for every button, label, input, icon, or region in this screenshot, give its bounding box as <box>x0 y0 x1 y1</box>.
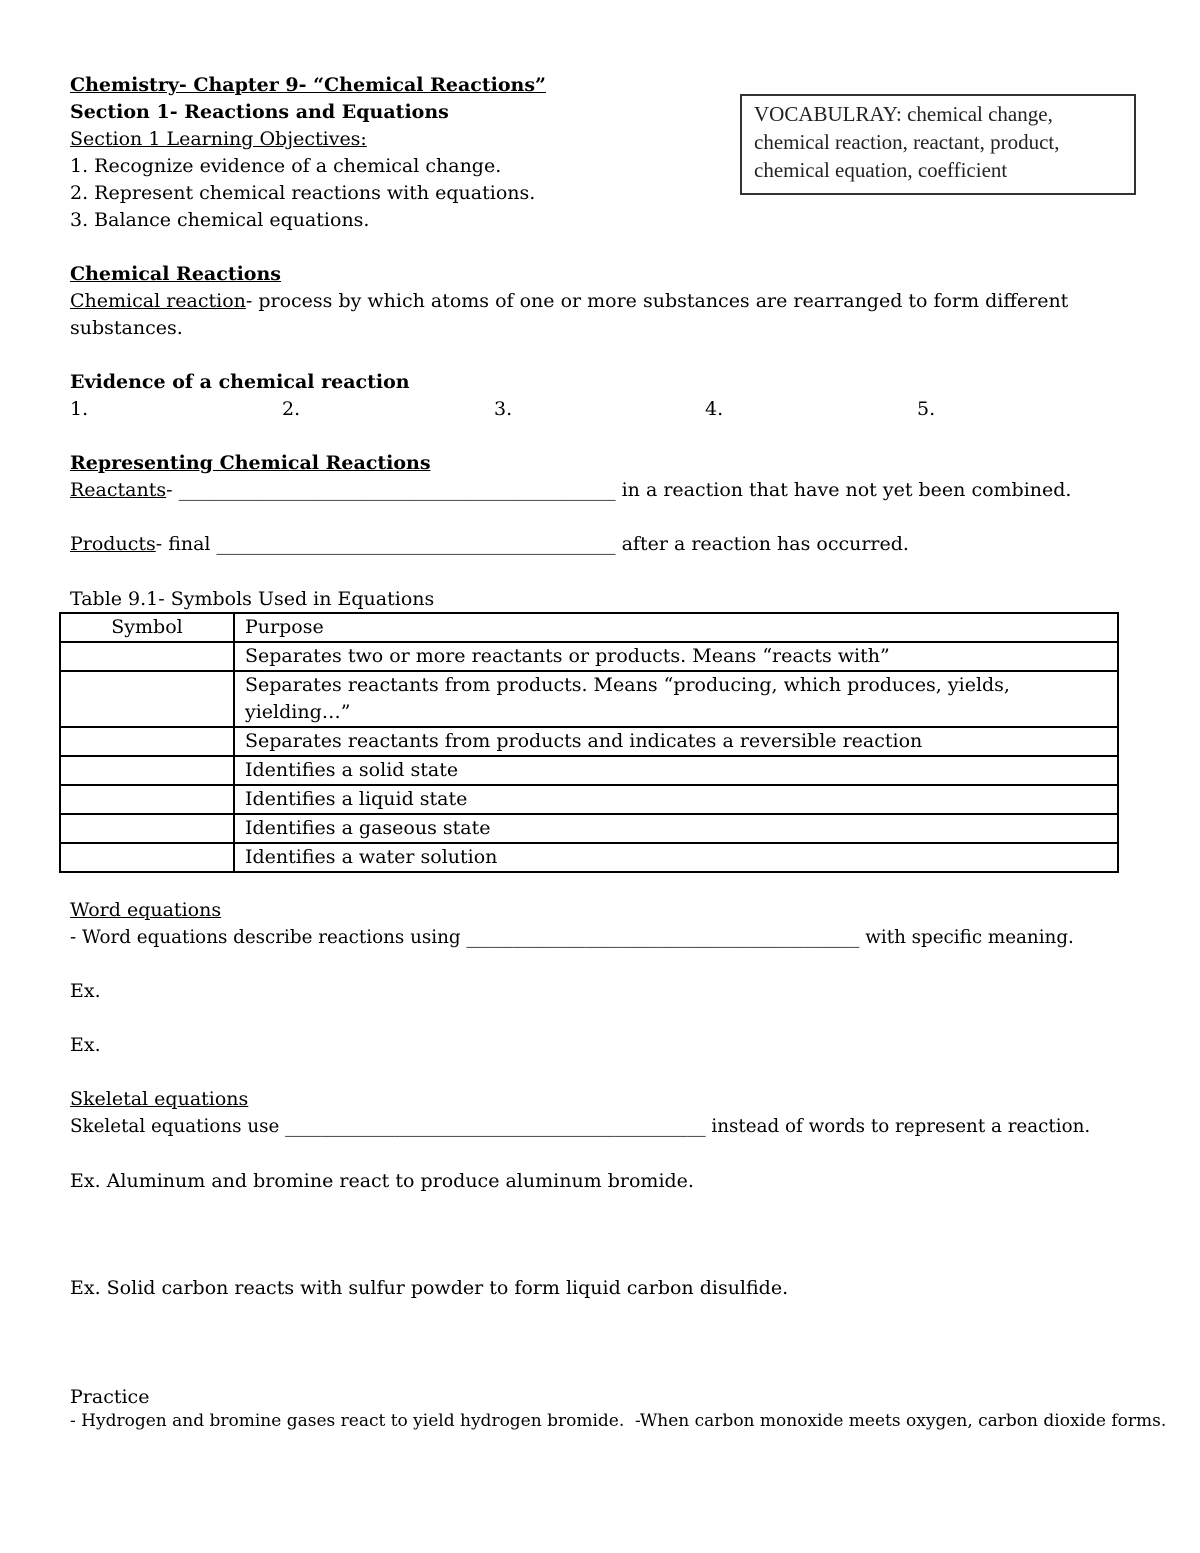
objective-item: 3. Balance chemical equations. <box>70 209 370 231</box>
evidence-heading: Evidence of a chemical reaction <box>70 371 410 393</box>
page-title: Chemistry- Chapter 9- “Chemical Reactions” <box>70 74 546 96</box>
section-title: Section 1- Reactions and Equations <box>70 101 449 123</box>
practice-item: -When carbon monoxide meets oxygen, carbon dioxide forms. <box>635 1411 1167 1431</box>
practice-item: - Hydrogen and bromine gases react to yield hydrogen bromide. <box>70 1411 625 1431</box>
evidence-number: 3. <box>494 398 513 420</box>
purpose-cell: Separates reactants from products and indicates a reversible reaction <box>234 727 1118 756</box>
example-text: Ex. Aluminum and bromine react to produce aluminum bromide. <box>70 1170 694 1192</box>
term: Reactants <box>70 479 167 501</box>
chemical-reactions-heading: Chemical Reactions <box>70 263 281 285</box>
example-label: Ex. <box>70 1034 101 1056</box>
skeletal-equations-text: Skeletal equations use ______________________________________________ instead of words to represent a reaction. <box>70 1116 1091 1137</box>
symbols-table <box>59 612 1119 873</box>
vocabulary-box <box>740 94 1136 195</box>
symbol-cell <box>60 814 234 843</box>
representing-heading: Representing Chemical Reactions <box>70 452 431 474</box>
definition-text: - process by which atoms of one or more substances are rearranged to form different <box>245 290 1069 312</box>
products-line <box>70 531 909 558</box>
purpose-cell: Identifies a gaseous state <box>234 814 1118 843</box>
blank-text: - ______________________________________________ in a reaction that have not yet been combined. <box>166 479 1072 501</box>
term: Products <box>70 533 156 555</box>
table-caption: Table 9.1- Symbols Used in Equations <box>70 588 435 610</box>
purpose-header: Purpose <box>234 613 1118 642</box>
symbol-header: Symbol <box>60 613 234 642</box>
vocab-line: VOCABULRAY: chemical change, <box>754 102 1053 126</box>
word-equations-text: - Word equations describe reactions using ___________________________________________ with specific meaning. <box>70 927 1074 948</box>
evidence-number: 5. <box>917 398 936 420</box>
blank-text: - final __________________________________________ after a reaction has occurred. <box>155 533 909 555</box>
term: Chemical reaction <box>70 290 246 312</box>
objective-item: 2. Represent chemical reactions with equations. <box>70 182 536 204</box>
table-row <box>60 756 1118 785</box>
evidence-number: 1. <box>70 398 89 420</box>
practice-heading: Practice <box>70 1386 150 1408</box>
symbol-cell <box>60 843 234 872</box>
table-row <box>60 642 1118 671</box>
definition-continued: substances. <box>70 317 183 339</box>
purpose-cell: Separates two or more reactants or products. Means “reacts with” <box>234 642 1118 671</box>
example-text: Ex. Solid carbon reacts with sulfur powder to form liquid carbon disulfide. <box>70 1277 789 1299</box>
table-header-row <box>60 613 1118 642</box>
table-row <box>60 671 1118 727</box>
purpose-cell: Identifies a water solution <box>234 843 1118 872</box>
skeletal-equations-heading: Skeletal equations <box>70 1088 249 1110</box>
table-row <box>60 785 1118 814</box>
reactants-line <box>70 477 1071 504</box>
example-label: Ex. <box>70 980 101 1002</box>
symbol-cell <box>60 642 234 671</box>
symbol-cell <box>60 727 234 756</box>
objective-item: 1. Recognize evidence of a chemical change. <box>70 155 502 177</box>
symbol-cell <box>60 756 234 785</box>
purpose-cell: Identifies a liquid state <box>234 785 1118 814</box>
chemical-reaction-definition <box>70 288 1068 315</box>
table-row <box>60 727 1118 756</box>
evidence-number: 4. <box>705 398 724 420</box>
vocab-line: chemical reaction, reactant, product, <box>754 130 1060 154</box>
word-equations-heading: Word equations <box>70 899 222 921</box>
evidence-number: 2. <box>282 398 301 420</box>
symbol-cell <box>60 671 234 727</box>
table-row <box>60 843 1118 872</box>
objectives-heading: Section 1 Learning Objectives: <box>70 128 367 150</box>
table-row <box>60 814 1118 843</box>
symbol-cell <box>60 785 234 814</box>
vocab-line: chemical equation, coefficient <box>754 158 1008 182</box>
purpose-cell: Identifies a solid state <box>234 756 1118 785</box>
purpose-cell: Separates reactants from products. Means “producing, which produces, yields, yielding…” <box>234 671 1118 727</box>
